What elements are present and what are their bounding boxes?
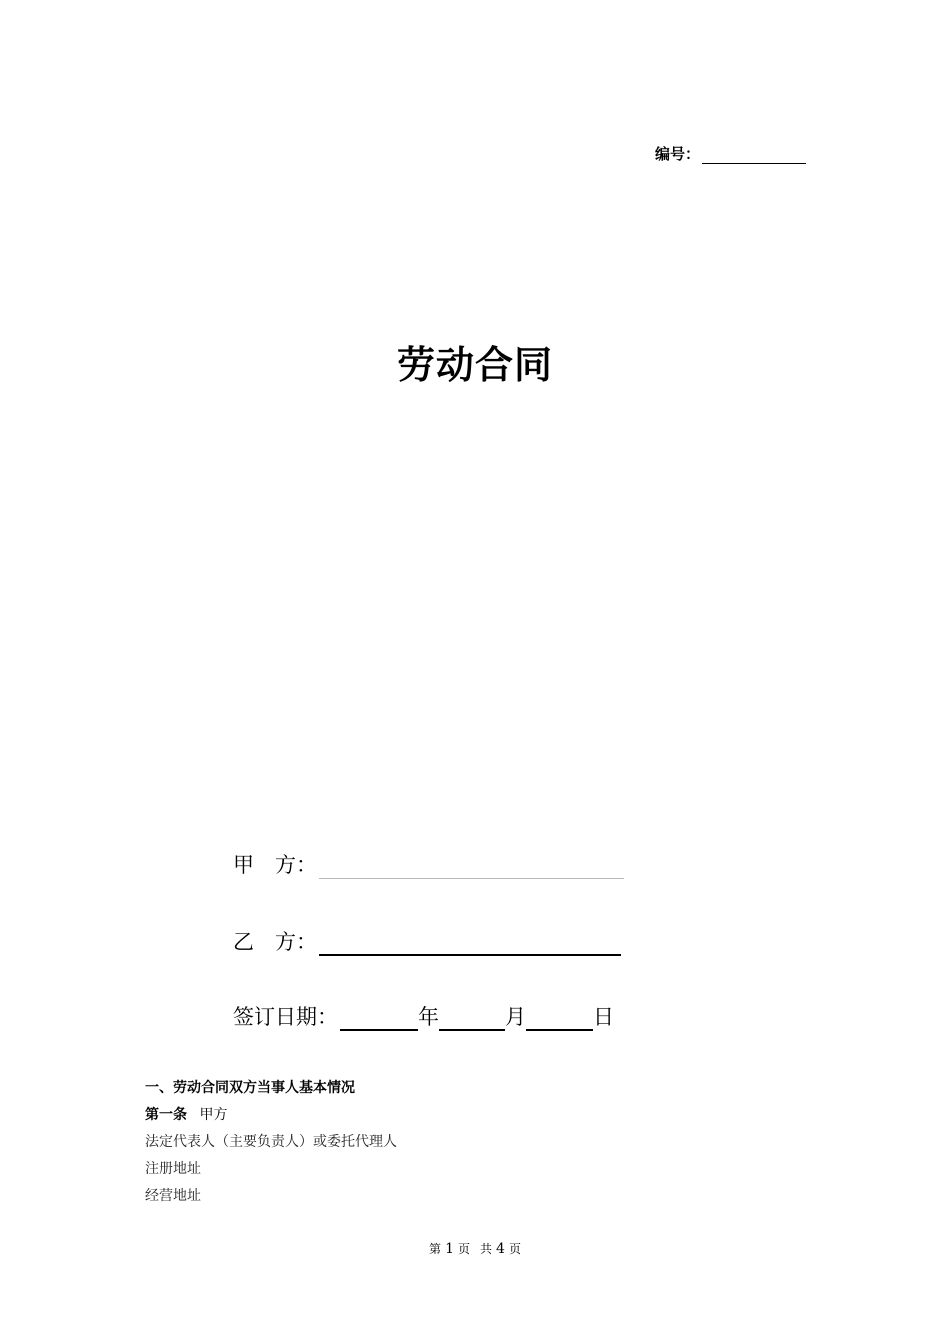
article-number: 第一条: [145, 1107, 187, 1123]
body-line-registered-address: 注册地址: [145, 1161, 201, 1177]
sign-year-blank[interactable]: [340, 1007, 418, 1031]
total-prefix: 共: [480, 1242, 493, 1256]
total-suffix: 页: [508, 1242, 521, 1256]
body-line-business-address: 经营地址: [145, 1188, 201, 1204]
sign-date-label: 签订日期：: [233, 1005, 338, 1029]
party-b-blank[interactable]: [319, 932, 621, 956]
sign-date-field: [233, 1001, 614, 1031]
page-current: 1: [445, 1241, 454, 1257]
year-label: 年: [418, 1005, 439, 1029]
party-b-label: 乙 方：: [233, 930, 317, 954]
document-title: 劳动合同: [396, 342, 553, 387]
serial-number-label: 编号：: [655, 145, 701, 163]
section-heading: 一、劳动合同双方当事人基本情况: [145, 1080, 355, 1096]
body-line-representative: 法定代表人（主要负责人）或委托代理人: [145, 1134, 397, 1150]
sign-day-blank[interactable]: [526, 1007, 593, 1031]
page-prefix: 第: [429, 1242, 442, 1256]
page-mid: 页: [457, 1242, 470, 1256]
party-a-field: [233, 849, 624, 879]
article-1: [145, 1104, 227, 1124]
serial-number-blank[interactable]: [702, 145, 806, 164]
party-b-field: [233, 926, 621, 956]
day-label: 日: [593, 1005, 614, 1029]
month-label: 月: [505, 1005, 526, 1029]
party-a-label: 甲 方：: [233, 853, 317, 877]
serial-number-field: [655, 143, 806, 164]
page-total: 4: [496, 1241, 505, 1257]
sign-month-blank[interactable]: [439, 1007, 505, 1031]
article-party: 甲方: [199, 1107, 228, 1123]
party-a-blank[interactable]: [319, 856, 624, 879]
page-footer: [0, 1240, 950, 1257]
